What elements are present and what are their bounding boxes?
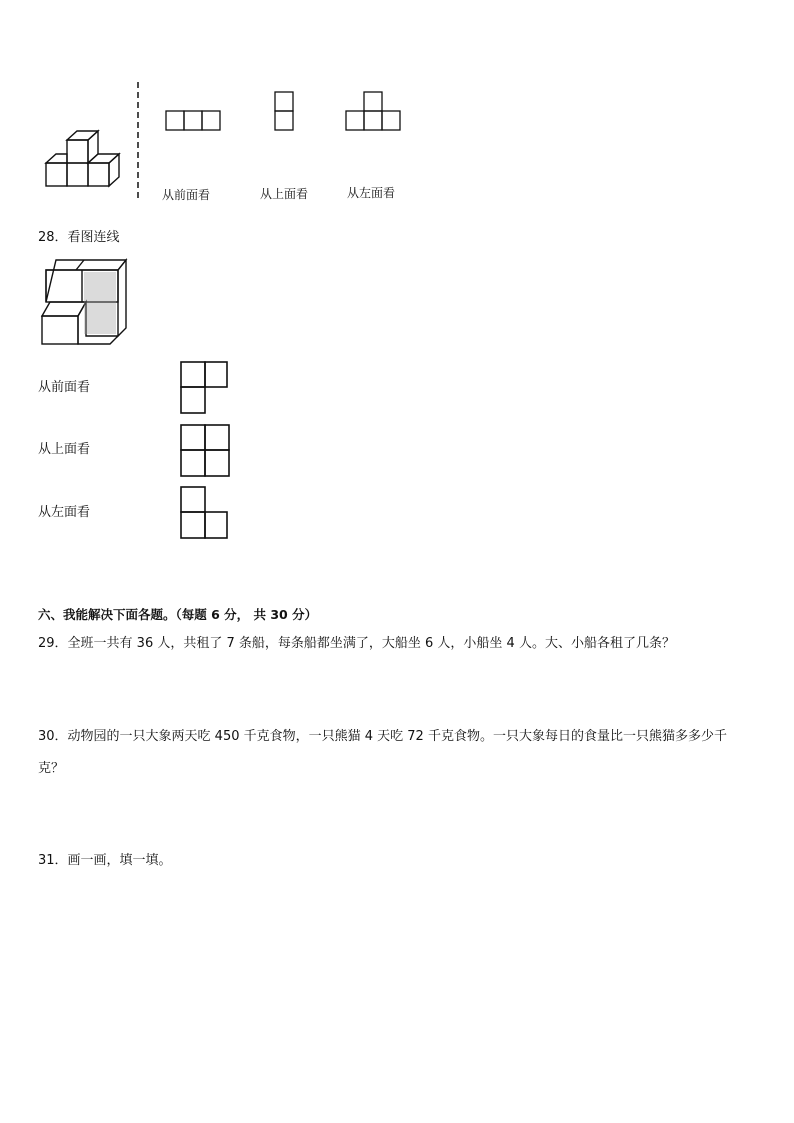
front-view-drawing xyxy=(165,110,221,132)
dashed-divider xyxy=(136,82,140,200)
q30-text-line2: 克？ xyxy=(38,761,65,776)
top-label-front: 从前面看 xyxy=(162,188,211,202)
q30-text-line1: 30．动物园的一只大象两天吃 450 千克食物，一只熊猫 4 天吃 72 千克食物。一只大象每日的食量比一只熊猫多多少千 xyxy=(38,729,727,744)
q28-solid-figure xyxy=(38,256,130,346)
q28-label-front: 从前面看 xyxy=(38,380,91,395)
q28-option-c-drawing[interactable] xyxy=(180,486,230,540)
q28-option-b-drawing[interactable] xyxy=(180,424,232,478)
section6-heading: 六、我能解决下面各题。（每题 6 分， 共 30 分） xyxy=(38,607,318,622)
top-view-drawing xyxy=(274,91,294,131)
top-cube-figure xyxy=(40,125,130,195)
top-label-top: 从上面看 xyxy=(260,187,309,201)
q28-title: 28．看图连线 xyxy=(38,230,120,245)
q28-option-a-drawing[interactable] xyxy=(180,361,230,415)
q28-label-top: 从上面看 xyxy=(38,442,91,457)
top-label-left: 从左面看 xyxy=(347,186,396,200)
q29-text: 29．全班一共有 36 人，共租了 7 条船，每条船都坐满了，大船坐 6 人，小船坐 4 人。大、小船各租了几条？ xyxy=(38,636,675,651)
q31-text: 31．画一画，填一填。 xyxy=(38,853,172,868)
left-view-drawing xyxy=(345,91,403,131)
q28-label-left: 从左面看 xyxy=(38,505,91,520)
